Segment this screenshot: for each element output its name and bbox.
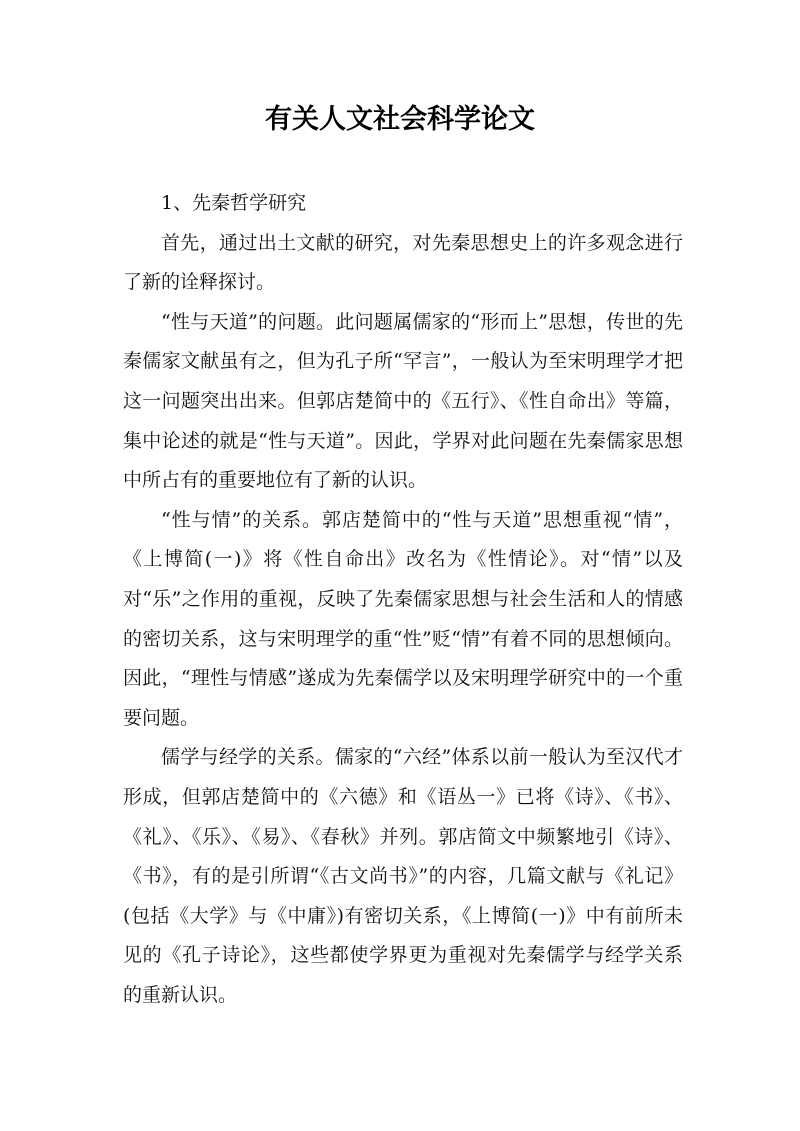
section-heading: 1、先秦哲学研究 — [161, 192, 307, 214]
document-title: 有关人文社会科学论文 — [265, 104, 535, 135]
paragraph-nature-and-heaven: “性与天道”的问题。此问题属儒家的“形而上”思想，传世的先秦儒家文献虽有之，但为孔子所“罕言”，一般认为至宋明理学才把这一问题突出出来。但郭店楚简中的《五行》、《性自命出》等篇，集中论述的就是“性与天道”。因此，学界对此问题在先秦儒家思想中所占有的重要地位有了新的认识。 — [123, 310, 683, 492]
paragraph-confucianism-and-classics: 儒学与经学的关系。儒家的“六经”体系以前一般认为至汉代才形成，但郭店楚简中的《六德》和《语丛一》已将《诗》、《书》、《礼》、《乐》、《易》、《春秋》并列。郭店简文中频繁地引《诗》、《书》，有的是引所谓“《古文尚书》”的内容，几篇文献与《礼记》(包括《大学》与《中庸》)有密切关系，《上博简(一)》中有前所未见的《孔子诗论》，这些都使学界更为重视对先秦儒学与经学关系的重新认识。 — [123, 746, 683, 1006]
paragraph-intro: 首先，通过出土文献的研究，对先秦思想史上的许多观念进行了新的诠释探讨。 — [123, 231, 683, 294]
paragraph-nature-and-emotion: “性与情”的关系。郭店楚简中的“性与天道”思想重视“情”，《上博简(一)》将《性自命出》改名为《性情论》。对“情”以及对“乐”之作用的重视，反映了先秦儒家思想与社会生活和人的情感的密切关系，这与宋明理学的重“性”贬“情”有着不同的思想倾向。因此，“理性与情感”遂成为先秦儒学以及宋明理学研究中的一个重要问题。 — [123, 508, 683, 729]
document-body — [123, 184, 683, 1015]
